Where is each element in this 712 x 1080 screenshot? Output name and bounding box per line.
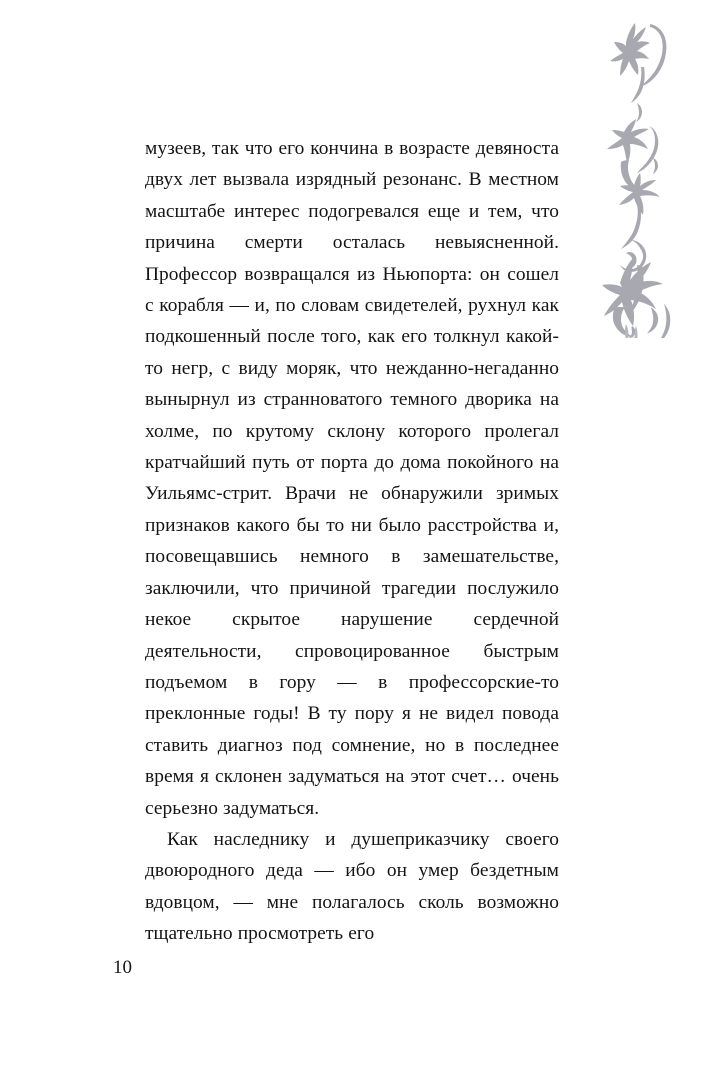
calligraphic-flourish-ornament <box>596 8 692 338</box>
page-number: 10 <box>113 957 132 978</box>
paragraph: музеев, так что его кончина в возрасте девяноста двух лет вызвала изрядный резонанс. В местном масштабе интерес подогревался еще и тем, что причина смерти осталась невыясненной. Профессор возвращался из Ньюпорта: он сошел с корабля — и, по словам свидетелей, рухнул как подкошенный после того, как его толкнул какой-то негр, с виду моряк, что нежданно-негаданно вынырнул из странноватого темного дворика на холме, по крутому склону которого пролегал кратчайший путь от порта до дома покойного на Уильямс-стрит. Врачи не обнаружили зримых признаков какого бы то ни было расстройства и, посовещавшись немного в замешательстве, заключили, что причиной трагедии послужило некое скрытое нарушение сердечной деятельности, спровоцированное быстрым подъемом в гору — в профессорские-то преклонные годы! В ту пору я не видел повода ставить диагноз под сомнение, но в последнее время я склонен задуматься на этот счет… очень серьезно задуматься. <box>145 138 559 819</box>
paragraph: Как наследнику и душеприказчику своего двоюродного деда — ибо он умер бездетным вдовцом, — мне полагалось сколь возможно тщательно просмотреть его <box>145 828 559 945</box>
page-body-text <box>145 133 559 950</box>
